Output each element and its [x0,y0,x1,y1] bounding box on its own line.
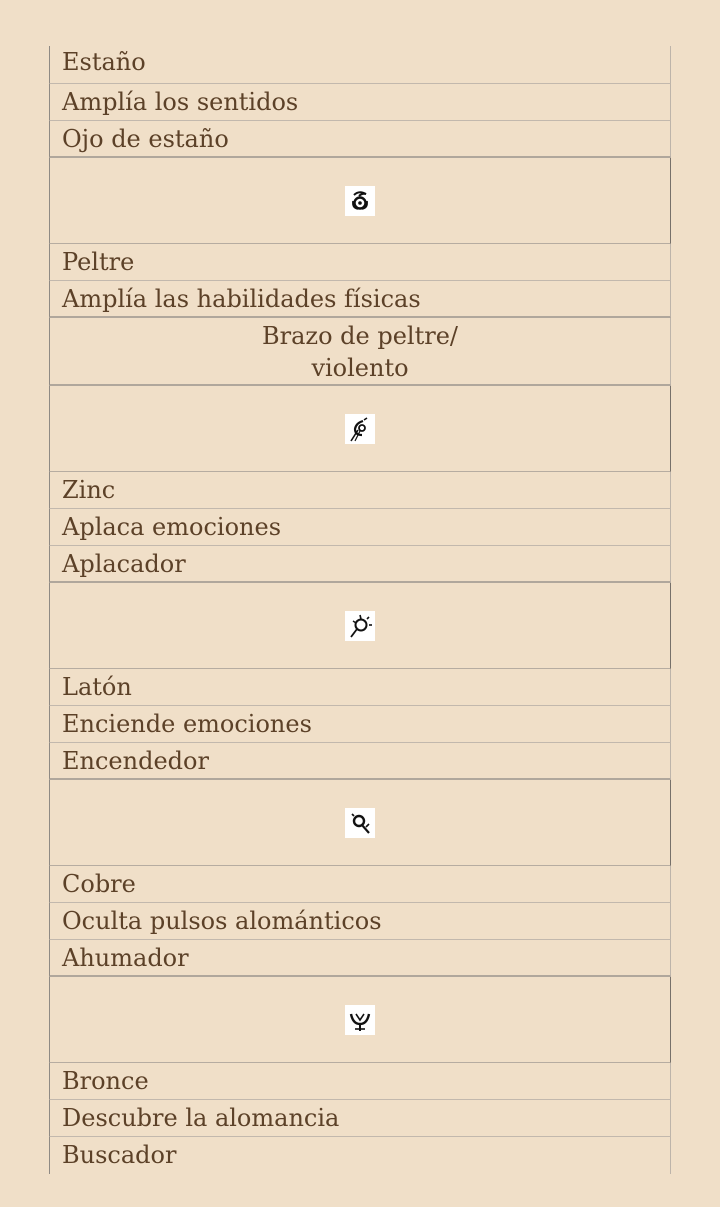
metal-name-cell [49,46,671,84]
metal-symbol-cell [49,386,671,472]
metal-name-cell [49,866,671,903]
metal-symbol-cell [49,977,671,1063]
metal-title-cell [49,546,671,583]
metal-description: Descubre la alomancia [62,1104,340,1132]
pewter-symbol-icon [345,414,375,444]
metal-description: Enciende emociones [62,710,312,738]
metal-title: Aplacador [62,550,186,578]
metal-title-cell [49,1137,671,1174]
metal-name: Latón [62,673,132,701]
metal-name-cell [49,1063,671,1100]
metal-title: Buscador [62,1141,177,1169]
metal-description: Aplaca emociones [62,513,282,541]
tin-symbol-icon [345,186,375,216]
metal-description: Amplía las habilidades físicas [62,285,421,313]
metal-title-cell [49,940,671,977]
metal-symbol-cell [49,583,671,669]
metal-title-cell [49,318,671,386]
allomancy-metals-table [49,46,671,1174]
metal-description-cell [49,84,671,121]
brass-symbol-icon [345,808,375,838]
metal-title-line2: violento [311,354,409,382]
metal-symbol-cell [49,158,671,244]
metal-title-cell [49,743,671,780]
copper-symbol-icon [345,1005,375,1035]
metal-description-cell [49,1100,671,1137]
metal-description-cell [49,903,671,940]
metal-title: Ahumador [62,944,189,972]
metal-description: Amplía los sentidos [62,88,299,116]
metal-name: Cobre [62,870,136,898]
metal-description: Oculta pulsos alománticos [62,907,382,935]
metal-name: Peltre [62,248,135,276]
metal-symbol-cell [49,780,671,866]
metal-title: Ojo de estaño [62,125,229,153]
metal-description-cell [49,706,671,743]
metal-description-cell [49,509,671,546]
metal-name: Bronce [62,1067,149,1095]
metal-name-cell [49,669,671,706]
metal-name: Estaño [62,48,146,76]
metal-title-cell [49,121,671,158]
metal-title-line1: Brazo de peltre/ [262,322,458,350]
metal-name-cell [49,472,671,509]
metal-title: Encendedor [62,747,209,775]
metal-name: Zinc [62,476,116,504]
metal-description-cell [49,281,671,318]
zinc-symbol-icon [345,611,375,641]
metal-name-cell [49,244,671,281]
